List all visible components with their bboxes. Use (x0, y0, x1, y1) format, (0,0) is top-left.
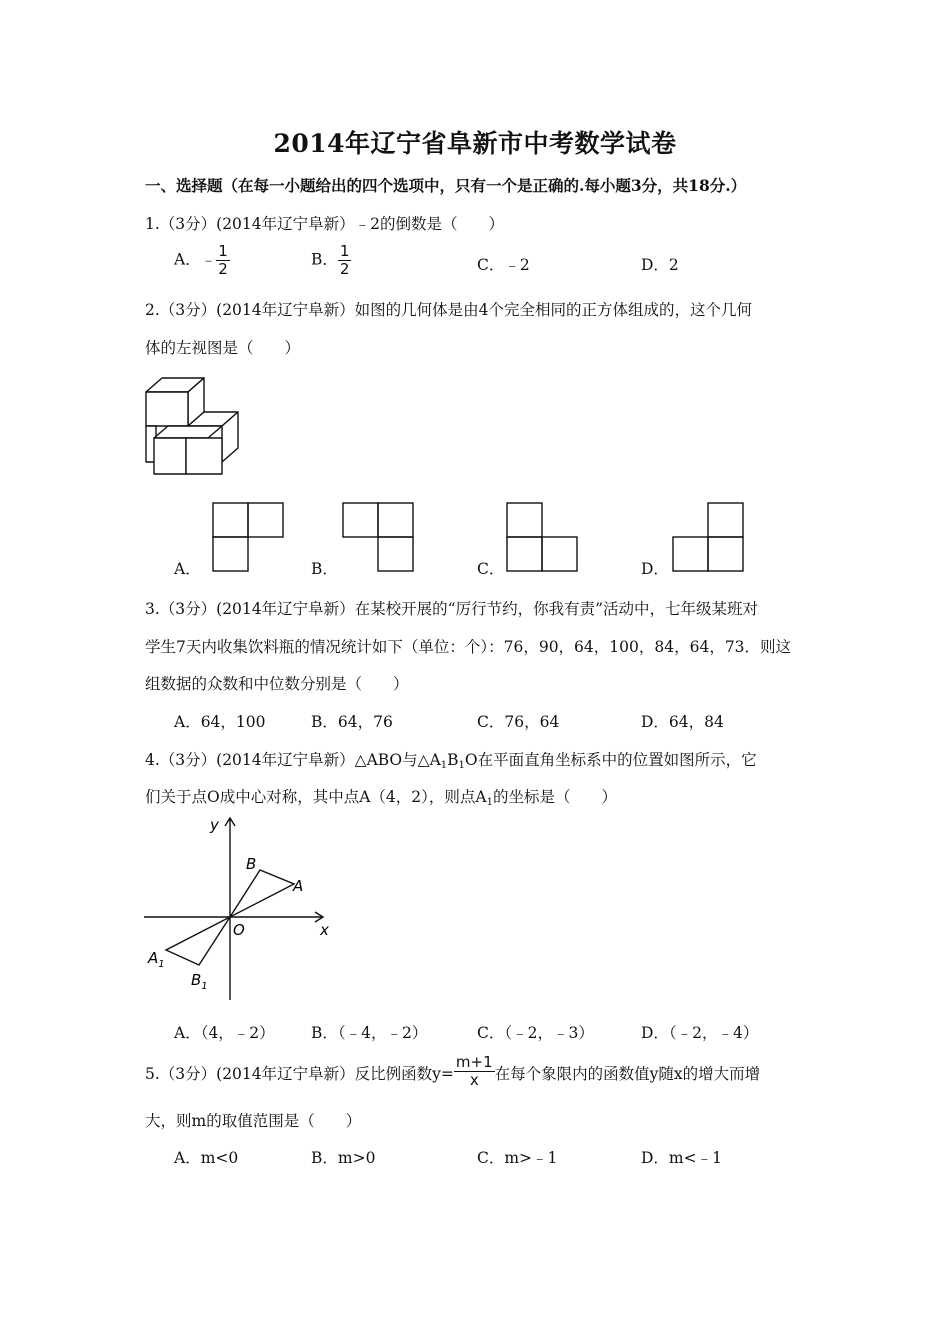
point-b-label: B (246, 855, 257, 873)
q2-option-c-figure (506, 502, 578, 572)
q5-option-a: A．m<0 (174, 1149, 239, 1167)
q4-stem-line2-part1: 们关于点O成中心对称，其中点A（4，2），则点A (145, 788, 487, 806)
q1-option-a-label: A． (174, 250, 201, 269)
q4-coordinate-figure (140, 814, 340, 1006)
x-axis-label: x (320, 921, 329, 939)
q4-stem-line1-part2: B (447, 751, 459, 769)
q5-option-d: D．m<﹣1 (641, 1149, 722, 1167)
q4-subscript: 1 (440, 760, 448, 771)
section-heading: 一、选择题（在每一小题给出的四个选项中，只有一个是正确的.每小题3分，共18分.） (145, 176, 747, 195)
q5-option-c: C．m>﹣1 (477, 1149, 558, 1167)
q1-option-a-sign: ﹣ (200, 250, 217, 269)
q4-stem-line1-part3: O在平面直角坐标系中的位置如图所示，它 (464, 751, 757, 769)
q2-option-a: A． (174, 560, 201, 578)
q3-option-d: D．64，84 (641, 713, 724, 731)
q3-option-b: B．64，76 (311, 713, 393, 731)
point-b1-label: $B_1$ (191, 971, 208, 992)
q2-stem-line2: 体的左视图是（ ） (145, 339, 301, 357)
q1-option-a (174, 243, 230, 278)
q4-subscript: 1 (458, 760, 465, 771)
point-a-label: A (293, 877, 304, 895)
q1-option-b (311, 243, 351, 278)
q4-subscript: 1 (486, 797, 493, 808)
q1-option-a-fraction (216, 243, 230, 278)
q5-fraction-numerator: m+1 (455, 1053, 493, 1071)
q3-stem-line3: 组数据的众数和中位数分别是（ ） (145, 675, 409, 693)
q4-stem-line1 (145, 748, 757, 771)
q3-option-a: A．64，100 (174, 713, 266, 731)
q1-option-b-denominator: 2 (339, 260, 350, 278)
q2-stem-line1: 2.（3分）(2014年辽宁阜新）如图的几何体是由4个完全相同的正方体组成的，这个几何 (145, 301, 753, 319)
q1-option-a-numerator: 1 (218, 242, 228, 260)
q5-stem-line1-part1: 5.（3分）(2014年辽宁阜新）反比例函数y= (145, 1065, 454, 1083)
q2-option-d-figure (672, 502, 744, 572)
q1-option-b-label: B． (311, 250, 338, 269)
q4-option-a: A．（4，﹣2） (174, 1024, 275, 1042)
exam-title: 2014年辽宁省阜新市中考数学试卷 (273, 129, 677, 158)
q4-option-b: B．（﹣4，﹣2） (311, 1024, 428, 1042)
q1-option-a-denominator: 2 (218, 260, 228, 278)
q2-option-d: D． (641, 560, 669, 578)
q1-option-b-numerator: 1 (339, 242, 350, 260)
q2-option-c: C． (477, 560, 505, 578)
q5-stem-line1-part2: 在每个象限内的函数值y随x的增大而增 (494, 1065, 761, 1083)
q1-option-b-fraction (338, 243, 352, 278)
point-a1-label: $A_1$ (148, 949, 165, 970)
q2-option-a-figure (212, 502, 284, 572)
q4-stem-line2 (145, 785, 617, 808)
q5-fraction-denominator: x (469, 1071, 479, 1089)
origin-label: O (233, 921, 245, 939)
q2-option-b-figure (342, 502, 414, 572)
q3-stem-line1: 3.（3分）(2014年辽宁阜新）在某校开展的“厉行节约，你我有责”活动中，七年级某班对 (145, 600, 758, 618)
q1-stem: 1.（3分）(2014年辽宁阜新）﹣2的倒数是（ ） (145, 215, 505, 233)
q5-stem-line1 (145, 1054, 760, 1089)
q5-function-fraction (454, 1054, 495, 1089)
q2-cube-figure (144, 376, 244, 478)
triangle-a1b1o (166, 917, 230, 965)
q4-option-c: C．（﹣2，﹣3） (477, 1024, 594, 1042)
q4-stem-line2-part2: 的坐标是（ ） (492, 788, 617, 806)
q4-option-d: D．（﹣2，﹣4） (641, 1024, 759, 1042)
q5-option-b: B．m>0 (311, 1149, 376, 1167)
q3-stem-line2: 学生7天内收集饮料瓶的情况统计如下（单位：个）：76，90，64，100，84，64，73．则这 (145, 638, 792, 656)
y-axis-label: y (210, 816, 219, 834)
q5-stem-line2: 大，则m的取值范围是（ ） (145, 1112, 362, 1130)
q3-option-c: C．76，64 (477, 713, 560, 731)
q4-stem-line1-part1: 4.（3分）(2014年辽宁阜新）△ABO与△A (145, 751, 441, 769)
q2-option-b: B． (311, 560, 338, 578)
q1-option-c: C．﹣2 (477, 256, 530, 274)
triangle-abo (230, 870, 294, 917)
q1-option-d: D．2 (641, 256, 679, 274)
